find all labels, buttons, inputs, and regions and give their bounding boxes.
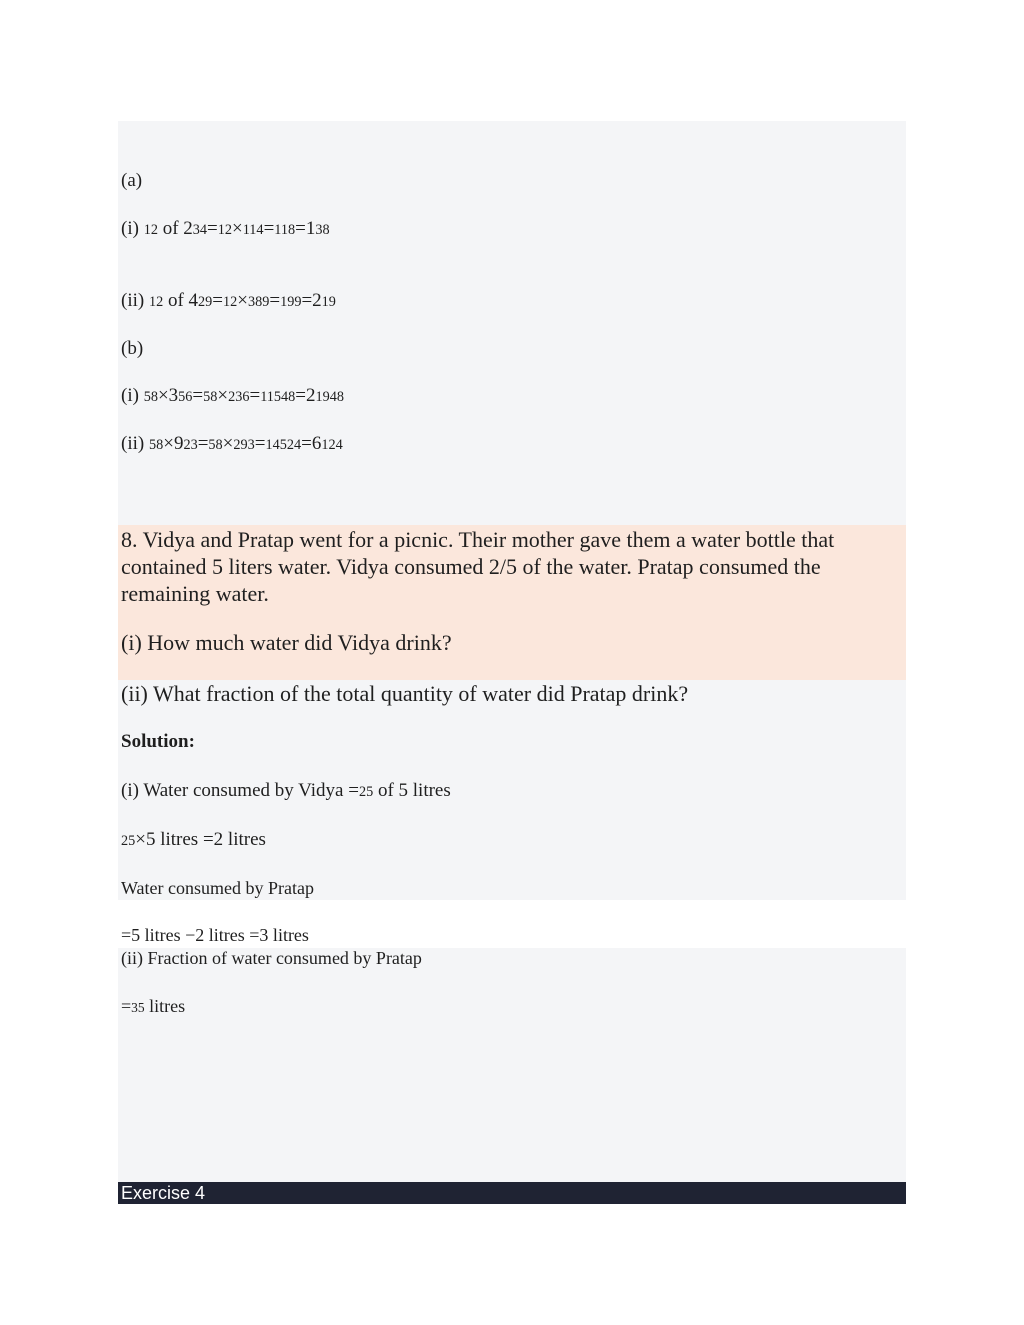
equation-text: × xyxy=(217,385,229,406)
solution-heading: Solution: xyxy=(121,731,195,752)
equation-text: × xyxy=(157,385,169,406)
fraction-digits: 58 xyxy=(143,389,158,405)
section-a-i-equation xyxy=(121,218,330,240)
equation-text: = xyxy=(263,218,275,239)
fraction-digits: 11548 xyxy=(260,389,296,405)
equation-text: of xyxy=(163,290,189,311)
equation-text: 2 xyxy=(312,290,322,311)
section-a-ii-equation xyxy=(121,290,336,312)
solution-panel-bottom xyxy=(118,948,906,1182)
equation-text: = xyxy=(207,218,218,239)
equation-body xyxy=(149,433,343,454)
equation-body xyxy=(144,218,330,239)
equation-text: litres xyxy=(144,996,186,1016)
equation-text: = xyxy=(254,433,266,454)
fraction-digits: 236 xyxy=(228,389,250,405)
equation-text: 2 xyxy=(183,218,193,239)
equation-text: 3 xyxy=(168,385,179,406)
equation-text: 9 xyxy=(173,433,184,454)
equation-text: = xyxy=(301,290,313,311)
fraction-digits: 25 xyxy=(121,833,136,849)
equation-text: = xyxy=(295,385,307,406)
solution-panel-top xyxy=(118,121,906,525)
equation-text: = xyxy=(192,385,204,406)
fraction-digits: 58 xyxy=(203,389,218,405)
solution-line-vidya xyxy=(121,780,451,802)
equation-text: ×5 litres =2 litres xyxy=(135,829,266,850)
fraction-digits: 23 xyxy=(183,437,198,453)
equation-text: 6 xyxy=(311,433,322,454)
equation-text: = xyxy=(269,290,281,311)
equation-text: of 5 litres xyxy=(373,780,451,801)
fraction-digits: 199 xyxy=(280,294,302,310)
equation-prefix: (ii) xyxy=(121,433,149,454)
solution-line-fraction-label: (ii) Fraction of water consumed by Pratap xyxy=(121,948,422,968)
equation-prefix: (ii) xyxy=(121,290,149,311)
equation-prefix: (i) xyxy=(121,218,144,239)
question-8-part-i: (i) How much water did Vidya drink? xyxy=(121,630,452,655)
fraction-digits: 14524 xyxy=(265,437,302,453)
solution-line-pratap-label: Water consumed by Pratap xyxy=(121,878,314,898)
section-b-ii-equation xyxy=(121,433,343,455)
equation-body xyxy=(121,780,451,801)
exercise-footer-bar xyxy=(118,1182,906,1204)
equation-text: 4 xyxy=(188,290,199,311)
equation-text: (i) Water consumed by Vidya = xyxy=(121,780,359,801)
equation-text: × xyxy=(222,433,234,454)
equation-body xyxy=(144,385,344,406)
fraction-digits: 58 xyxy=(148,437,164,453)
section-a-label: (a) xyxy=(121,170,143,191)
fraction-digits: 118 xyxy=(274,222,296,238)
fraction-digits: 19 xyxy=(321,294,336,310)
fraction-digits: 12 xyxy=(143,222,158,238)
fraction-digits: 12 xyxy=(148,294,164,310)
equation-text: = xyxy=(295,218,306,239)
fraction-digits: 389 xyxy=(247,294,270,310)
fraction-digits: 114 xyxy=(242,222,264,238)
solution-line-pratap-calc: =5 litres −2 litres =3 litres xyxy=(121,925,309,945)
fraction-digits: 35 xyxy=(131,1000,145,1015)
equation-text: = xyxy=(197,433,209,454)
question-8-part-ii: (ii) What fraction of the total quantity of water did Pratap drink? xyxy=(121,681,689,706)
equation-text: × xyxy=(237,290,248,311)
equation-text: × xyxy=(231,218,243,239)
fraction-digits: 12 xyxy=(217,222,232,238)
equation-body xyxy=(121,829,266,850)
equation-text: = xyxy=(212,290,224,311)
equation-text: 2 xyxy=(306,385,316,406)
section-b-i-equation xyxy=(121,385,344,407)
equation-prefix: (i) xyxy=(121,385,144,406)
question-8-text: 8. Vidya and Pratap went for a picnic. Their mother gave them a water bottle that contained 5 liters water. Vidya consumed 2/5 of the water. Pratap consumed the remaining water. xyxy=(121,527,835,606)
equation-text: × xyxy=(163,433,174,454)
equation-text: = xyxy=(121,996,132,1016)
fraction-digits: 12 xyxy=(223,294,238,310)
equation-text: of xyxy=(157,218,184,239)
section-b-label: (b) xyxy=(121,338,144,359)
fraction-digits: 293 xyxy=(233,437,255,453)
fraction-digits: 38 xyxy=(315,222,330,238)
solution-line-fraction-value xyxy=(121,996,185,1017)
fraction-digits: 29 xyxy=(198,294,213,310)
equation-body xyxy=(149,290,336,311)
fraction-digits: 34 xyxy=(192,222,208,238)
solution-line-calc xyxy=(121,829,266,851)
fraction-digits: 58 xyxy=(208,437,223,453)
equation-body xyxy=(121,996,185,1016)
fraction-digits: 56 xyxy=(178,389,193,405)
equation-text: = xyxy=(301,433,312,454)
equation-text: 1 xyxy=(305,218,316,239)
fraction-digits: 1948 xyxy=(315,389,345,405)
equation-text: = xyxy=(249,385,261,406)
fraction-digits: 124 xyxy=(321,437,343,453)
exercise-footer-label: Exercise 4 xyxy=(121,1183,206,1203)
fraction-digits: 25 xyxy=(358,784,374,800)
